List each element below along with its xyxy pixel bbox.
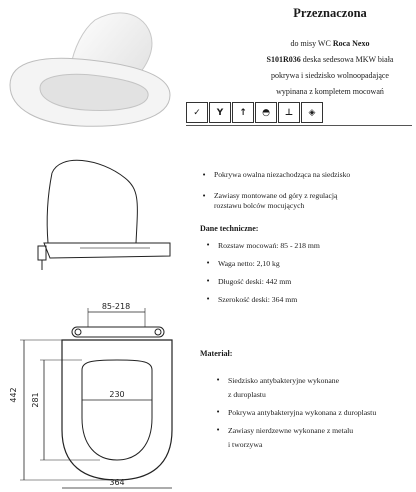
list-item-continuation: i tworzywa <box>228 440 263 449</box>
list-item-continuation: rozstawu bolców mocujących <box>214 201 305 210</box>
tech-data-title: Dane techniczne: <box>200 224 259 233</box>
list-item: • Waga netto: 2,10 kg <box>206 259 280 268</box>
description-line-1: do misy WC Roca Nexo <box>290 39 370 48</box>
dim-total-height: 442 <box>9 387 18 403</box>
technical-drawing <box>0 300 200 492</box>
dim-total-width: 364 <box>109 478 125 487</box>
features-list <box>202 170 414 212</box>
dim-inner-width: 230 <box>109 390 125 399</box>
tech-data-list <box>206 241 413 313</box>
list-item: • Siedzisko antybakteryjne wykonane <box>216 376 340 385</box>
soft-close-icon: ✓ <box>186 102 208 123</box>
dim-inner-height: 281 <box>31 392 40 408</box>
detachable-icon: ↑ <box>232 102 254 123</box>
list-item-continuation: z duroplastu <box>228 390 266 399</box>
feature-icons <box>186 102 323 123</box>
list-item: • Zawiasy nierdzewne wykonane z metalu <box>216 426 354 435</box>
description-line-4: wypinana z kompletem mocowań <box>276 87 384 96</box>
list-item: • Zawiasy montowane od góry z regulacją <box>202 190 338 200</box>
material-title: Materiał: <box>200 349 233 358</box>
separator-line <box>186 125 412 126</box>
description-line-3: pokrywa i siedzisko wolnoopadające <box>271 71 389 80</box>
dim-mount-spacing: 85-218 <box>101 302 131 311</box>
list-item: • Pokrywa antybakteryjna wykonana z duroplastu <box>216 408 377 417</box>
page-title: Przeznaczona <box>293 6 367 20</box>
oval-seat-icon: ◓ <box>255 102 277 123</box>
antibacterial-icon: ◈ <box>301 102 323 123</box>
list-item: • Długość deski: 442 mm <box>206 277 292 286</box>
material-list <box>216 376 414 454</box>
list-item: • Pokrywa owalna niezachodząca na siedzisko <box>202 170 351 179</box>
description-line-2: S101R036 deska sedesowa MKW biała <box>266 55 394 64</box>
list-item: • Szerokość deski: 364 mm <box>206 295 298 304</box>
hinge-icon: Y <box>209 102 231 123</box>
fixing-icon: ⊥ <box>278 102 300 123</box>
list-item: • Rozstaw mocowań: 85 - 218 mm <box>206 241 320 250</box>
product-photo <box>0 0 180 135</box>
product-description <box>246 36 414 100</box>
side-view-drawing <box>30 148 175 278</box>
